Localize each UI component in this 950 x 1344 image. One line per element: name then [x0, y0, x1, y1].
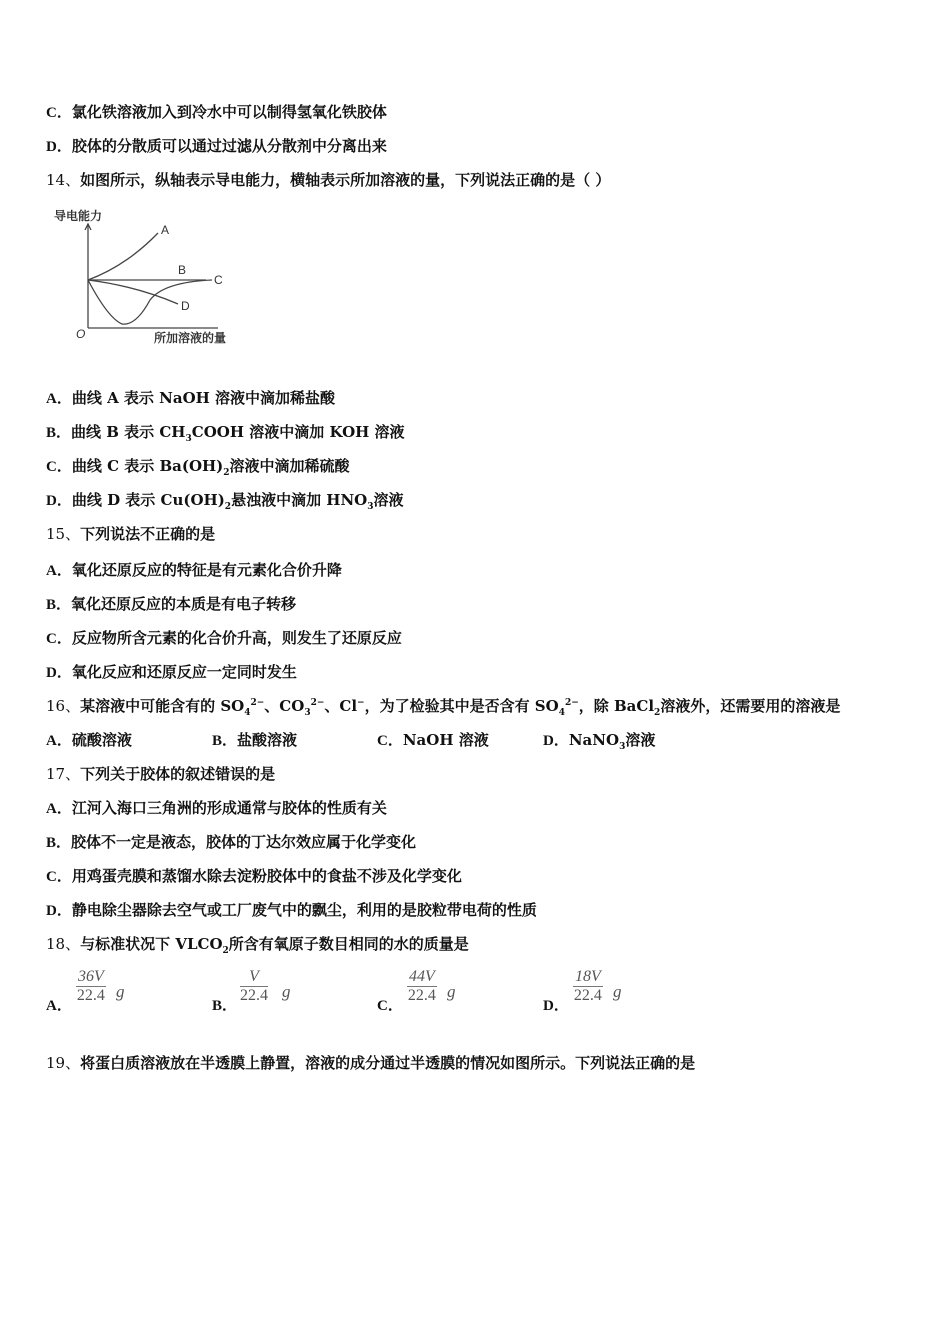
superscript: − [357, 698, 365, 708]
origin-label: O [76, 327, 86, 341]
q18-option-a [46, 968, 196, 1020]
q16-option-c [377, 730, 489, 751]
q17-option-c [46, 866, 462, 887]
denominator: 22.4 [240, 987, 268, 1004]
superscript: 2− [310, 698, 325, 708]
option-text: 氯化铁溶液加入到冷水中可以制得氢氧化铁胶体 [71, 103, 387, 121]
q14-stem [46, 170, 610, 190]
q18-stem [46, 934, 469, 954]
denominator: 22.4 [76, 987, 105, 1004]
option-text: 反应物所含元素的化合价升高，则发生了还原反应 [71, 629, 402, 647]
option-label: B． [46, 425, 72, 441]
option-label: C． [377, 733, 403, 749]
option-label: A． [46, 733, 72, 749]
curve-b-label: B [178, 263, 187, 277]
curve-d [88, 280, 178, 304]
q18-option-d [543, 968, 693, 1020]
option-label: D． [543, 733, 569, 749]
q14-option-b [46, 422, 405, 443]
question-text: 、CO [264, 697, 305, 715]
curve-a-label: A [161, 223, 170, 237]
option-text: COOH 溶液中滴加 KOH 溶液 [191, 423, 405, 441]
q15-option-d [46, 662, 297, 683]
q13-option-d [46, 136, 387, 157]
option-text: 盐酸溶液 [237, 731, 298, 749]
question-text: 所含有氧原子数目相同的水的质量是 [228, 935, 469, 953]
y-axis-label: 导电能力 [54, 209, 103, 223]
q14-option-d [46, 490, 404, 511]
option-text: 悬浊液中滴加 HNO [231, 491, 368, 509]
subscript: 3 [367, 502, 374, 512]
question-text: ，除 BaCl [578, 697, 655, 715]
option-label: B． [46, 597, 72, 613]
option-label: C． [46, 459, 72, 475]
subscript: 3 [619, 742, 626, 752]
question-number: 14、 [46, 171, 81, 189]
q15-option-a [46, 560, 342, 581]
unit: g [116, 982, 125, 1001]
option-text: 曲线 A 表示 NaOH 溶液中滴加稀盐酸 [71, 389, 336, 407]
x-axis-label: 所加溶液的量 [154, 331, 227, 345]
option-label: D． [46, 903, 72, 919]
option-label: B． [46, 835, 72, 851]
option-text: NaNO [568, 731, 620, 749]
option-text: 江河入海口三角洲的形成通常与胶体的性质有关 [71, 799, 387, 817]
option-label: C． [377, 998, 403, 1014]
curve-c-label: C [214, 273, 223, 287]
option-label: A． [46, 391, 72, 407]
conductivity-graph [46, 200, 246, 350]
q14-conductivity-figure [46, 200, 246, 354]
question-number: 16、 [46, 697, 81, 715]
question-number: 18、 [46, 935, 81, 953]
question-text: 下列说法不正确的是 [80, 525, 216, 543]
q13-option-c [46, 102, 387, 123]
subscript: 2 [654, 708, 661, 718]
question-text: 如图所示，纵轴表示导电能力，横轴表示所加溶液的量，下列说法正确的是（ ） [80, 171, 611, 189]
numerator: 36V [78, 968, 104, 985]
option-label: C． [46, 869, 72, 885]
unit: g [447, 982, 456, 1001]
option-label: D． [46, 665, 72, 681]
fraction [407, 968, 437, 1005]
subscript: 4 [558, 708, 565, 718]
question-text: 某溶液中可能含有的 SO [80, 697, 245, 715]
option-label: B． [212, 998, 238, 1014]
option-label: D． [46, 139, 72, 155]
q17-option-b [46, 832, 416, 853]
option-text: 胶体不一定是液态，胶体的丁达尔效应属于化学变化 [71, 833, 417, 851]
subscript: 4 [244, 708, 251, 718]
superscript: 2− [250, 698, 265, 708]
fraction [240, 968, 268, 1005]
numerator: V [240, 968, 268, 987]
q15-option-c [46, 628, 402, 649]
subscript: 2 [223, 468, 230, 478]
q17-option-d [46, 900, 537, 921]
unit: g [613, 982, 622, 1001]
option-text: 溶液中滴加稀硫酸 [229, 457, 350, 475]
option-text: 用鸡蛋壳膜和蒸馏水除去淀粉胶体中的食盐不涉及化学变化 [71, 867, 462, 885]
option-text: 氧化还原反应的特征是有元素化合价升降 [71, 561, 342, 579]
q16-options [46, 730, 906, 752]
option-text: 曲线 B 表示 CH [71, 423, 186, 441]
q15-option-b [46, 594, 296, 615]
q19-stem [46, 1053, 695, 1073]
option-label: B． [212, 733, 238, 749]
option-text: 硫酸溶液 [71, 731, 132, 749]
q18-option-b [212, 968, 362, 1020]
option-label: D． [543, 998, 569, 1014]
question-text: 、Cl [324, 697, 358, 715]
q16-option-b [212, 730, 297, 751]
q16-stem [46, 696, 840, 716]
fraction [573, 968, 603, 1005]
option-label: C． [46, 105, 72, 121]
question-text: 下列关于胶体的叙述错误的是 [80, 765, 276, 783]
option-text: 曲线 C 表示 Ba(OH) [71, 457, 224, 475]
question-text: 溶液外，还需要用的溶液是 [660, 697, 841, 715]
option-text: 溶液 [373, 491, 404, 509]
option-label: A． [46, 998, 72, 1014]
option-text: 曲线 D 表示 Cu(OH) [71, 491, 225, 509]
curve-c [88, 280, 212, 324]
subscript: 3 [304, 708, 311, 718]
option-text: 胶体的分散质可以通过过滤从分散剂中分离出来 [71, 137, 387, 155]
q18-option-c [377, 968, 527, 1020]
curve-d-label: D [181, 299, 190, 313]
option-text: 溶液 [625, 731, 656, 749]
question-text: 将蛋白质溶液放在半透膜上静置，溶液的成分通过半透膜的情况如图所示。下列说法正确的是 [80, 1054, 696, 1072]
option-label: C． [46, 631, 72, 647]
superscript: 2− [564, 698, 579, 708]
option-label: A． [46, 563, 72, 579]
option-text: 氧化还原反应的本质是有电子转移 [71, 595, 297, 613]
numerator: 44V [409, 968, 435, 985]
q14-option-c [46, 456, 350, 477]
question-number: 17、 [46, 765, 81, 783]
question-text: 与标准状况下 VLCO [80, 935, 223, 953]
fraction [76, 968, 106, 1005]
option-label: D． [46, 493, 72, 509]
option-label: A． [46, 801, 72, 817]
q15-stem [46, 524, 215, 544]
question-number: 15、 [46, 525, 81, 543]
q17-option-a [46, 798, 387, 819]
q14-option-a [46, 388, 335, 409]
numerator: 18V [575, 968, 601, 985]
subscript: 3 [185, 434, 192, 444]
denominator: 22.4 [573, 987, 602, 1004]
unit: g [282, 982, 291, 1001]
denominator: 22.4 [407, 987, 436, 1004]
q16-option-a [46, 730, 132, 751]
subscript: 2 [222, 946, 229, 956]
curve-a [88, 233, 158, 280]
option-text: 静电除尘器除去空气或工厂废气中的飘尘，利用的是胶粒带电荷的性质 [71, 901, 537, 919]
q17-stem [46, 764, 275, 784]
question-text: ，为了检验其中是否含有 SO [364, 697, 559, 715]
q16-option-d [543, 730, 655, 751]
option-text: NaOH 溶液 [402, 731, 489, 749]
question-number: 19、 [46, 1054, 81, 1072]
option-text: 氧化反应和还原反应一定同时发生 [71, 663, 297, 681]
subscript: 2 [224, 502, 232, 512]
